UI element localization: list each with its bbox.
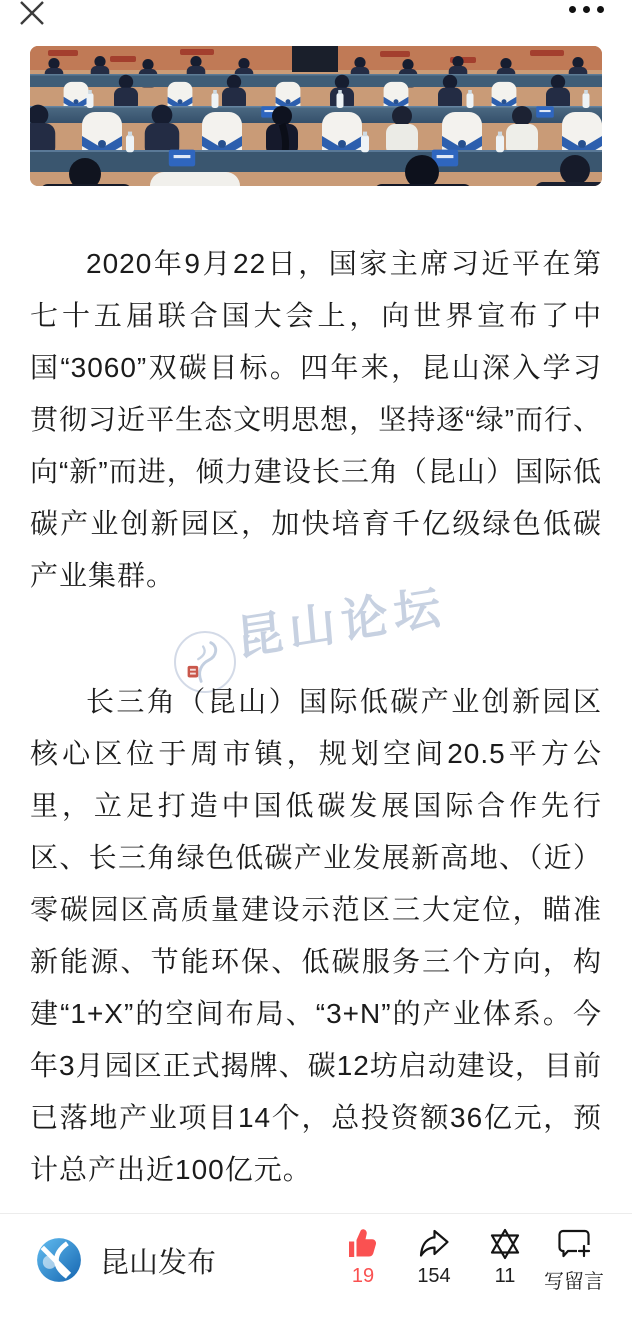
thumb-up-icon <box>331 1227 395 1263</box>
article-hero-image[interactable] <box>30 46 602 186</box>
official-account[interactable] <box>35 1236 216 1284</box>
share-button[interactable] <box>402 1227 466 1288</box>
comment-button[interactable] <box>538 1227 610 1294</box>
account-name: 昆山发布 <box>100 1246 217 1279</box>
comment-bubble-plus-icon <box>538 1227 610 1263</box>
footer-bar <box>0 1213 632 1334</box>
conference-photo-illustration <box>30 46 602 186</box>
article-paragraph-1: 2020年9月22日，国家主席习近平在第七十五届联合国大会上，向世界宣布了中国“3060”双碳目标。四年来，昆山深入学习贯彻习近平生态文明思想，坚持逐“绿”而行、向“新”而进，倾力建设长三角（昆山）国际低碳产业创新园区，加快培育千亿级绿色低碳产业集群。 <box>30 248 602 591</box>
account-logo-icon <box>35 1236 83 1284</box>
wow-count: 11 <box>494 1265 516 1287</box>
top-bar <box>0 0 632 42</box>
like-button[interactable] <box>331 1227 395 1288</box>
six-point-star-icon <box>473 1227 537 1263</box>
share-arrow-icon <box>402 1227 466 1263</box>
share-count: 154 <box>417 1265 451 1287</box>
more-icon[interactable] <box>569 6 604 13</box>
close-icon[interactable] <box>16 0 48 29</box>
wow-button[interactable] <box>473 1227 537 1288</box>
watermark-text: 昆山论坛 <box>234 578 449 665</box>
article-paragraph-2: 长三角（昆山）国际低碳产业创新园区核心区位于周市镇，规划空间20.5平方公里，立足打造中国低碳发展国际合作先行区、长三角绿色低碳产业发展新高地、（近）零碳园区高质量建设示范区三大定位，瞄准新能源、节能环保、低碳服务三个方向，构建“1+X”的空间布局、“3+N”的产业体系。今年3月园区正式揭牌、碳12坊启动建设，目前已落地产业项目14个，总投资额36亿元，预计总产出近100亿元。 <box>30 686 602 1185</box>
like-count: 19 <box>351 1265 375 1287</box>
comment-label: 写留言 <box>544 1271 604 1293</box>
